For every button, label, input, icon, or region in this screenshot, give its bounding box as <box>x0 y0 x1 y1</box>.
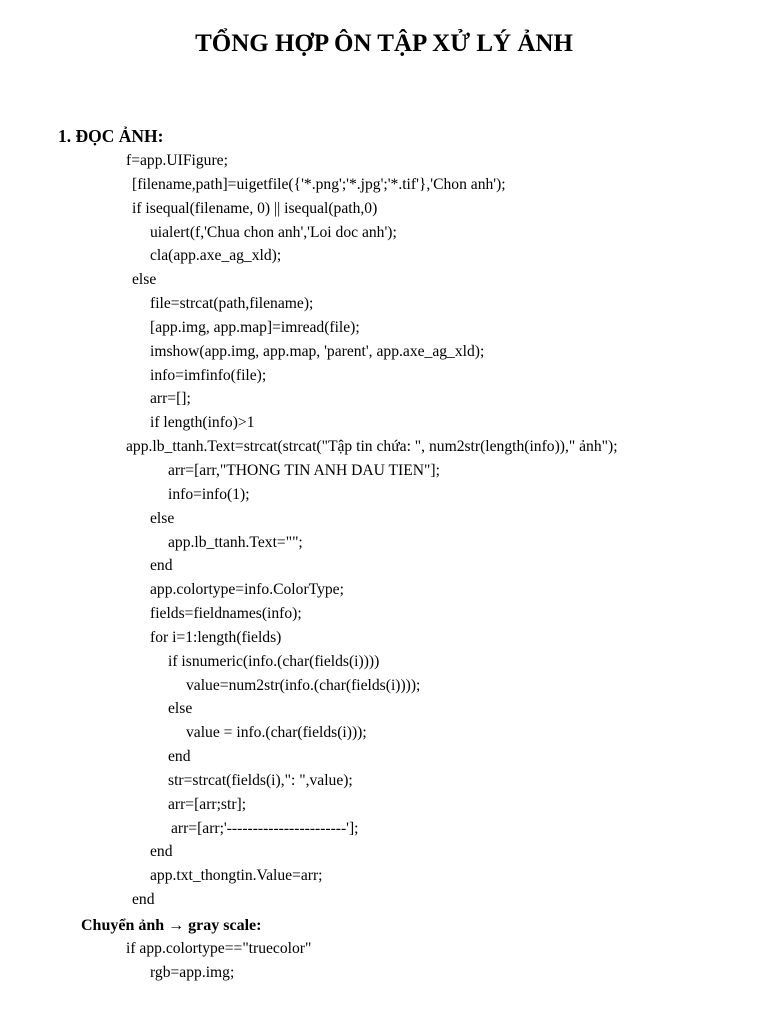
code-line: end <box>150 557 173 575</box>
code-line: else <box>132 271 157 289</box>
code-line: uialert(f,'Chua chon anh','Loi doc anh'); <box>150 223 397 241</box>
code-block-read-image <box>0 149 768 912</box>
code-line: if app.colortype=="truecolor" <box>126 940 312 957</box>
code-line: app.txt_thongtin.Value=arr; <box>150 867 323 885</box>
code-line: [filename,path]=uigetfile({'*.png';'*.jpg';'*.tif'},'Chon anh'); <box>132 175 506 193</box>
code-line: if isnumeric(info.(char(fields(i)))) <box>168 652 380 670</box>
document-title: TỔNG HỢP ÔN TẬP XỬ LÝ ẢNH <box>195 30 573 57</box>
code-line: end <box>168 748 191 766</box>
code-line: app.lb_ttanh.Text=strcat(strcat("Tập tin chứa: ", num2str(length(info))," ảnh"); <box>126 438 618 456</box>
code-line: rgb=app.img; <box>150 963 235 981</box>
code-line: app.colortype=info.ColorType; <box>150 581 344 599</box>
code-line: arr=[]; <box>150 390 191 408</box>
code-line: end <box>132 891 155 909</box>
code-line: fields=fieldnames(info); <box>150 605 302 623</box>
code-line: if length(info)>1 <box>150 414 255 432</box>
code-line: file=strcat(path,filename); <box>150 295 314 313</box>
code-block-gray-scale <box>0 937 768 985</box>
code-line: arr=[arr,"THONG TIN ANH DAU TIEN"]; <box>168 461 440 479</box>
code-line: app.lb_ttanh.Text=""; <box>168 533 303 551</box>
code-line: else <box>168 700 193 718</box>
code-line: value = info.(char(fields(i))); <box>186 724 367 742</box>
section-heading-read-image: 1. ĐỌC ẢNH: <box>58 126 164 146</box>
code-line: arr=[arr;'-----------------------']; <box>171 819 359 837</box>
code-line: end <box>150 843 173 861</box>
code-line: if isequal(filename, 0) || isequal(path,0) <box>132 199 378 217</box>
code-line: value=num2str(info.(char(fields(i)))); <box>186 676 421 694</box>
code-line: [app.img, app.map]=imread(file); <box>150 318 360 336</box>
code-line: info=info(1); <box>168 485 250 503</box>
code-line: arr=[arr;str]; <box>168 795 247 813</box>
code-line: for i=1:length(fields) <box>150 628 282 646</box>
section-heading-gray-scale: Chuyển ảnh → gray scale: <box>81 917 262 934</box>
code-line: cla(app.axe_ag_xld); <box>150 247 282 265</box>
code-line: else <box>150 509 175 527</box>
code-line: f=app.UIFigure; <box>126 152 228 169</box>
code-line: info=imfinfo(file); <box>150 366 267 384</box>
code-line: imshow(app.img, app.map, 'parent', app.axe_ag_xld); <box>150 342 485 360</box>
code-line: str=strcat(fields(i),": ",value); <box>168 771 353 789</box>
